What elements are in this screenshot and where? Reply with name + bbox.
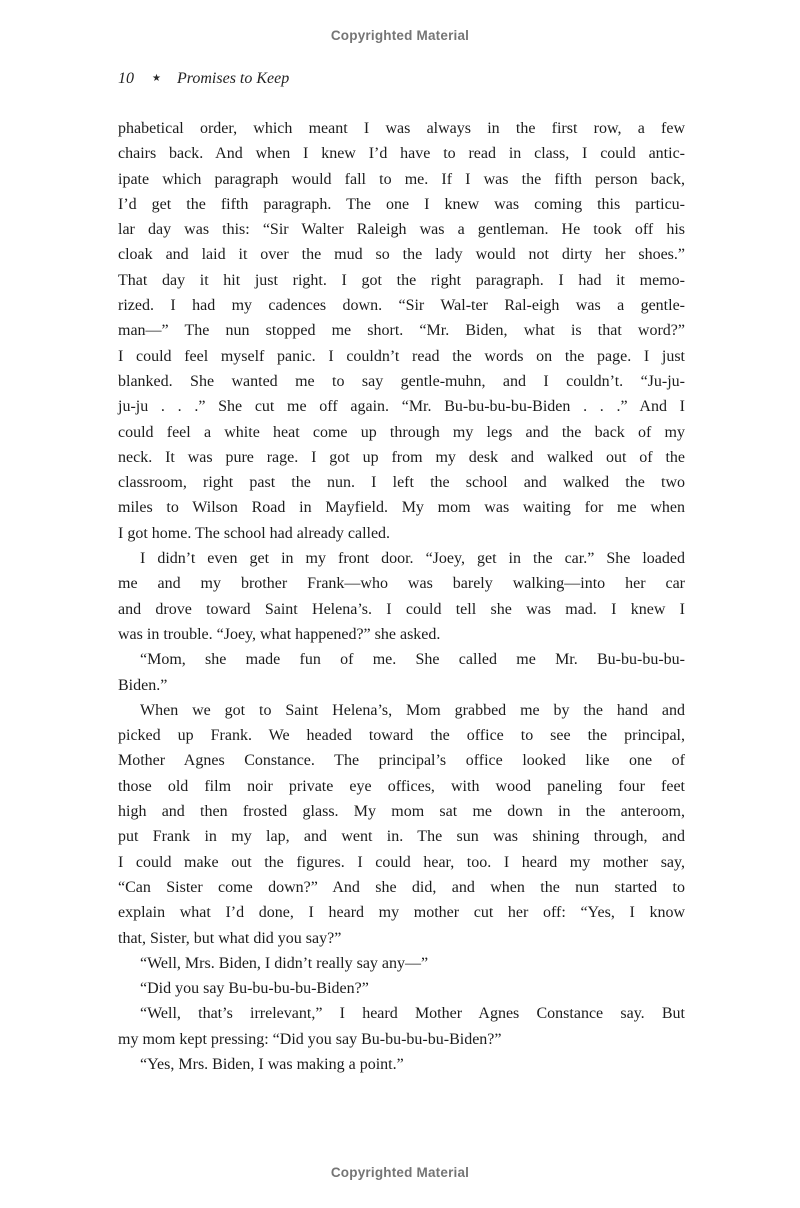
paragraph: [118, 976, 685, 1001]
text-line: That day it hit just right. I got the right paragraph. I had it memo-: [118, 271, 685, 289]
running-head: [118, 70, 685, 88]
text-line: I got home. The school had already called.: [118, 524, 391, 542]
text-line: I didn’t even get in my front door. “Joey, get in the car.” She loaded: [140, 550, 685, 568]
page-body-text: [118, 116, 685, 1077]
paragraph: [118, 116, 685, 546]
text-line: high and then frosted glass. My mom sat me down in the anteroom,: [118, 803, 685, 821]
text-line: and drove toward Saint Helena’s. I could tell she was mad. I knew I: [118, 600, 685, 618]
text-line: blanked. She wanted me to say gentle-muhn, and I couldn’t. “Ju-ju-: [118, 372, 685, 390]
text-line: ju-ju . . .” She cut me off again. “Mr. Bu-bu-bu-bu-Biden . . .” And I: [118, 398, 685, 416]
paragraph: [118, 1001, 685, 1052]
text-line: was in trouble. “Joey, what happened?” she asked.: [118, 625, 441, 643]
text-line: When we got to Saint Helena’s, Mom grabbed me by the hand and: [140, 701, 685, 719]
text-line: I’d get the fifth paragraph. The one I knew was coming this particu-: [118, 195, 685, 213]
paragraph: [118, 1052, 685, 1077]
text-line: could feel a white heat come up through my legs and the back of my: [118, 423, 685, 441]
text-line: “Mom, she made fun of me. She called me Mr. Bu-bu-bu-bu-: [140, 651, 685, 669]
text-line: cloak and laid it over the mud so the lady would not dirty her shoes.”: [118, 246, 685, 264]
text-line: classroom, right past the nun. I left the school and walked the two: [118, 474, 685, 492]
text-line: “Well, Mrs. Biden, I didn’t really say any—”: [140, 954, 429, 972]
paragraph: [118, 647, 685, 698]
paragraph: [118, 698, 685, 951]
book-title: Promises to Keep: [176, 70, 290, 87]
copyright-notice-bottom: Copyrighted Material: [330, 1165, 470, 1180]
text-line: those old film noir private eye offices, with wood paneling four feet: [118, 777, 685, 795]
text-line: man—” The nun stopped me short. “Mr. Biden, what is that word?”: [118, 322, 685, 340]
text-line: “Yes, Mrs. Biden, I was making a point.”: [140, 1055, 404, 1073]
text-line: “Did you say Bu-bu-bu-bu-Biden?”: [140, 980, 369, 998]
text-line: neck. It was pure rage. I got up from my desk and walked out of the: [118, 448, 685, 466]
text-line: that, Sister, but what did you say?”: [118, 929, 342, 947]
paragraph: [118, 546, 685, 647]
text-line: lar day was this: “Sir Walter Raleigh was a gentleman. He took off his: [118, 221, 685, 239]
text-line: “Can Sister come down?” And she did, and when the nun started to: [118, 878, 685, 896]
text-line: rized. I had my cadences down. “Sir Wal-ter Ral-eigh was a gentle-: [118, 297, 685, 315]
text-line: chairs back. And when I knew I’d have to read in class, I could antic-: [118, 145, 685, 163]
text-line: phabetical order, which meant I was always in the first row, a few: [118, 120, 685, 137]
text-line: explain what I’d done, I heard my mother cut her off: “Yes, I know: [118, 904, 685, 922]
page-number: 10: [118, 70, 134, 87]
text-line: Biden.”: [118, 676, 168, 694]
text-line: miles to Wilson Road in Mayfield. My mom was waiting for me when: [118, 499, 685, 517]
text-line: “Well, that’s irrelevant,” I heard Mother Agnes Constance say. But: [140, 1005, 685, 1023]
text-line: put Frank in my lap, and went in. The sun was shining through, and: [118, 828, 685, 846]
text-line: Mother Agnes Constance. The principal’s office looked like one of: [118, 752, 685, 770]
star-icon: ★: [152, 73, 161, 84]
text-line: ipate which paragraph would fall to me. If I was the fifth person back,: [118, 170, 685, 188]
text-line: I could feel myself panic. I couldn’t read the words on the page. I just: [118, 347, 685, 365]
paragraph: [118, 951, 685, 976]
text-line: my mom kept pressing: “Did you say Bu-bu-bu-bu-Biden?”: [118, 1030, 502, 1048]
copyright-notice-top: Copyrighted Material: [330, 28, 470, 43]
text-line: me and my brother Frank—who was barely walking—into her car: [118, 575, 685, 593]
text-line: picked up Frank. We headed toward the office to see the principal,: [118, 727, 685, 745]
text-line: I could make out the figures. I could hear, too. I heard my mother say,: [118, 853, 685, 871]
